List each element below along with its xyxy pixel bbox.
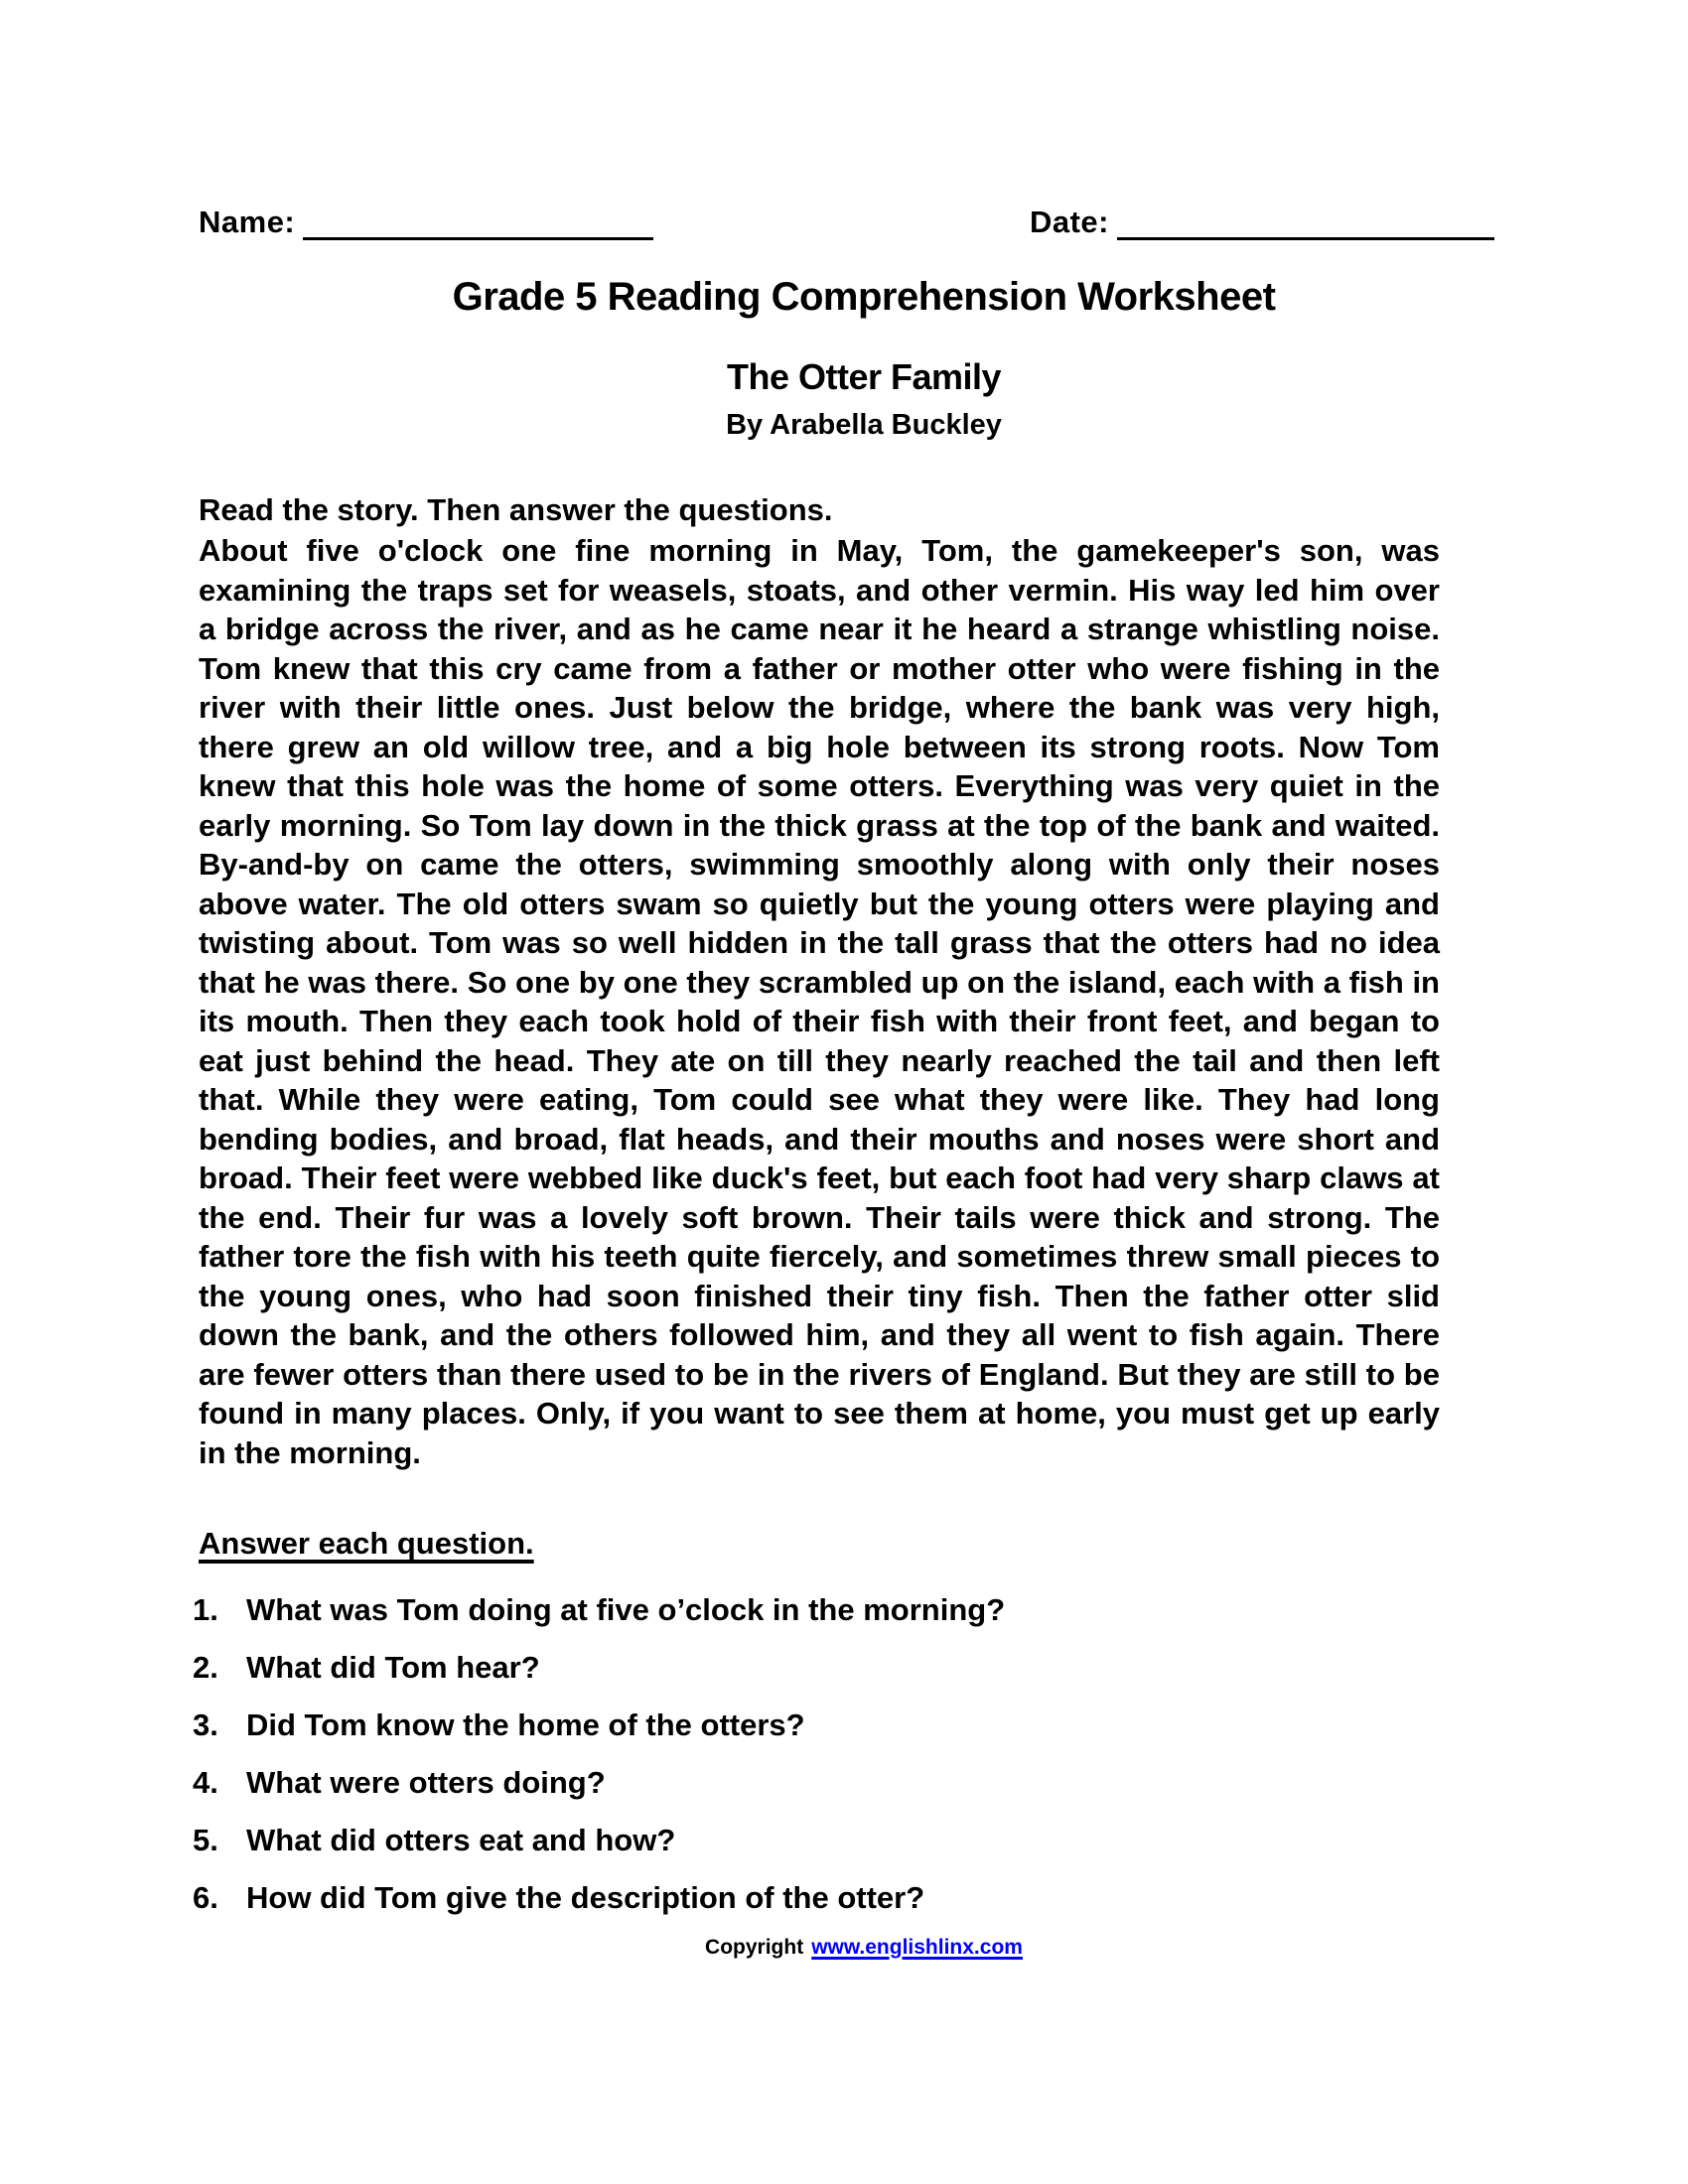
story-text: About five o'clock one fine morning in May, Tom, the gamekeeper's son, was examining the traps set for weasels, stoats, and other vermin. His way led him over a bridge across the river, and as he came near it he heard a strange whistling noise. Tom knew that this cry came from a father or mother otter who were fishing in the river with their little ones. Just below the bridge, where the bank was very high, there grew an old willow tree, and a big hole between its strong roots. Now Tom knew that this hole was the home of some otters. Everything was very quiet in the early morning. So Tom lay down in the thick grass at the top of the bank and waited. By-and-by on came the otters, swimming smoothly along with only their noses above water. The old otters swam so quietly but the young otters were playing and twisting about. Tom was so well hidden in the tall grass that the otters had no idea that he was there. So one by one they scrambled up on the island, each with a fish in its mouth. Then they each took hold of their fish with their front feet, and began to eat just behind the head. They ate on till they nearly reached the tail and then left that. While they were eating, Tom could see what they were like. They had long bending bodies, and broad, flat heads, and their mouths and noses were short and broad. Their feet were webbed like duck's feet, but each foot had very sharp claws at the end. Their fur was a lovely soft brown. Their tails were thick and strong. The father tore the fish with his teeth quite fiercely, and sometimes threw small pieces to the young ones, who had soon finished their tiny fish. Then the father otter slid down the bank, and the others followed him, and they all went to fish again. There are fewer otters than there used to be in the rivers of England. But they are still to be found in many places. Only, if you want to see them at home, you must get up early in the morning. — [199, 533, 1440, 1470]
question-item-6 — [193, 1882, 1454, 1914]
question-item-2 — [193, 1652, 1454, 1684]
name-blank-line — [303, 205, 653, 240]
question-text: What did otters eat and how? — [246, 1823, 676, 1857]
name-date-row — [199, 205, 1494, 240]
question-number: 2. — [193, 1650, 218, 1685]
date-blank-line — [1117, 205, 1494, 240]
question-number: 1. — [193, 1592, 218, 1627]
question-item-3 — [193, 1709, 1454, 1741]
question-number: 4. — [193, 1765, 218, 1800]
name-field — [199, 205, 653, 240]
date-label: Date: — [1029, 205, 1109, 239]
copyright-link[interactable]: www.englishlinx.com — [811, 1936, 1023, 1959]
question-text: Did Tom know the home of the otters? — [246, 1707, 805, 1742]
question-list — [193, 1594, 1454, 1940]
copyright-label: Copyright — [705, 1936, 804, 1959]
question-number: 5. — [193, 1823, 218, 1857]
question-number: 6. — [193, 1880, 218, 1915]
answer-section-heading: Answer each question. — [199, 1526, 534, 1561]
worksheet-title: Grade 5 Reading Comprehension Worksheet — [452, 275, 1276, 319]
question-number: 3. — [193, 1707, 218, 1742]
question-text: What was Tom doing at five o’clock in the morning? — [246, 1592, 1006, 1627]
byline: By Arabella Buckley — [726, 409, 1002, 441]
question-item-5 — [193, 1825, 1454, 1856]
date-field — [1030, 205, 1494, 240]
story-title: The Otter Family — [726, 356, 1002, 397]
question-text: How did Tom give the description of the otter? — [246, 1880, 925, 1915]
question-item-4 — [193, 1767, 1454, 1799]
copyright-line — [40, 1935, 1688, 1961]
instructions-line: Read the story. Then answer the questions. — [199, 492, 833, 527]
question-text: What were otters doing? — [246, 1765, 606, 1800]
name-label: Name: — [199, 205, 296, 239]
question-item-1 — [193, 1594, 1454, 1626]
question-text: What did Tom hear? — [246, 1650, 540, 1685]
